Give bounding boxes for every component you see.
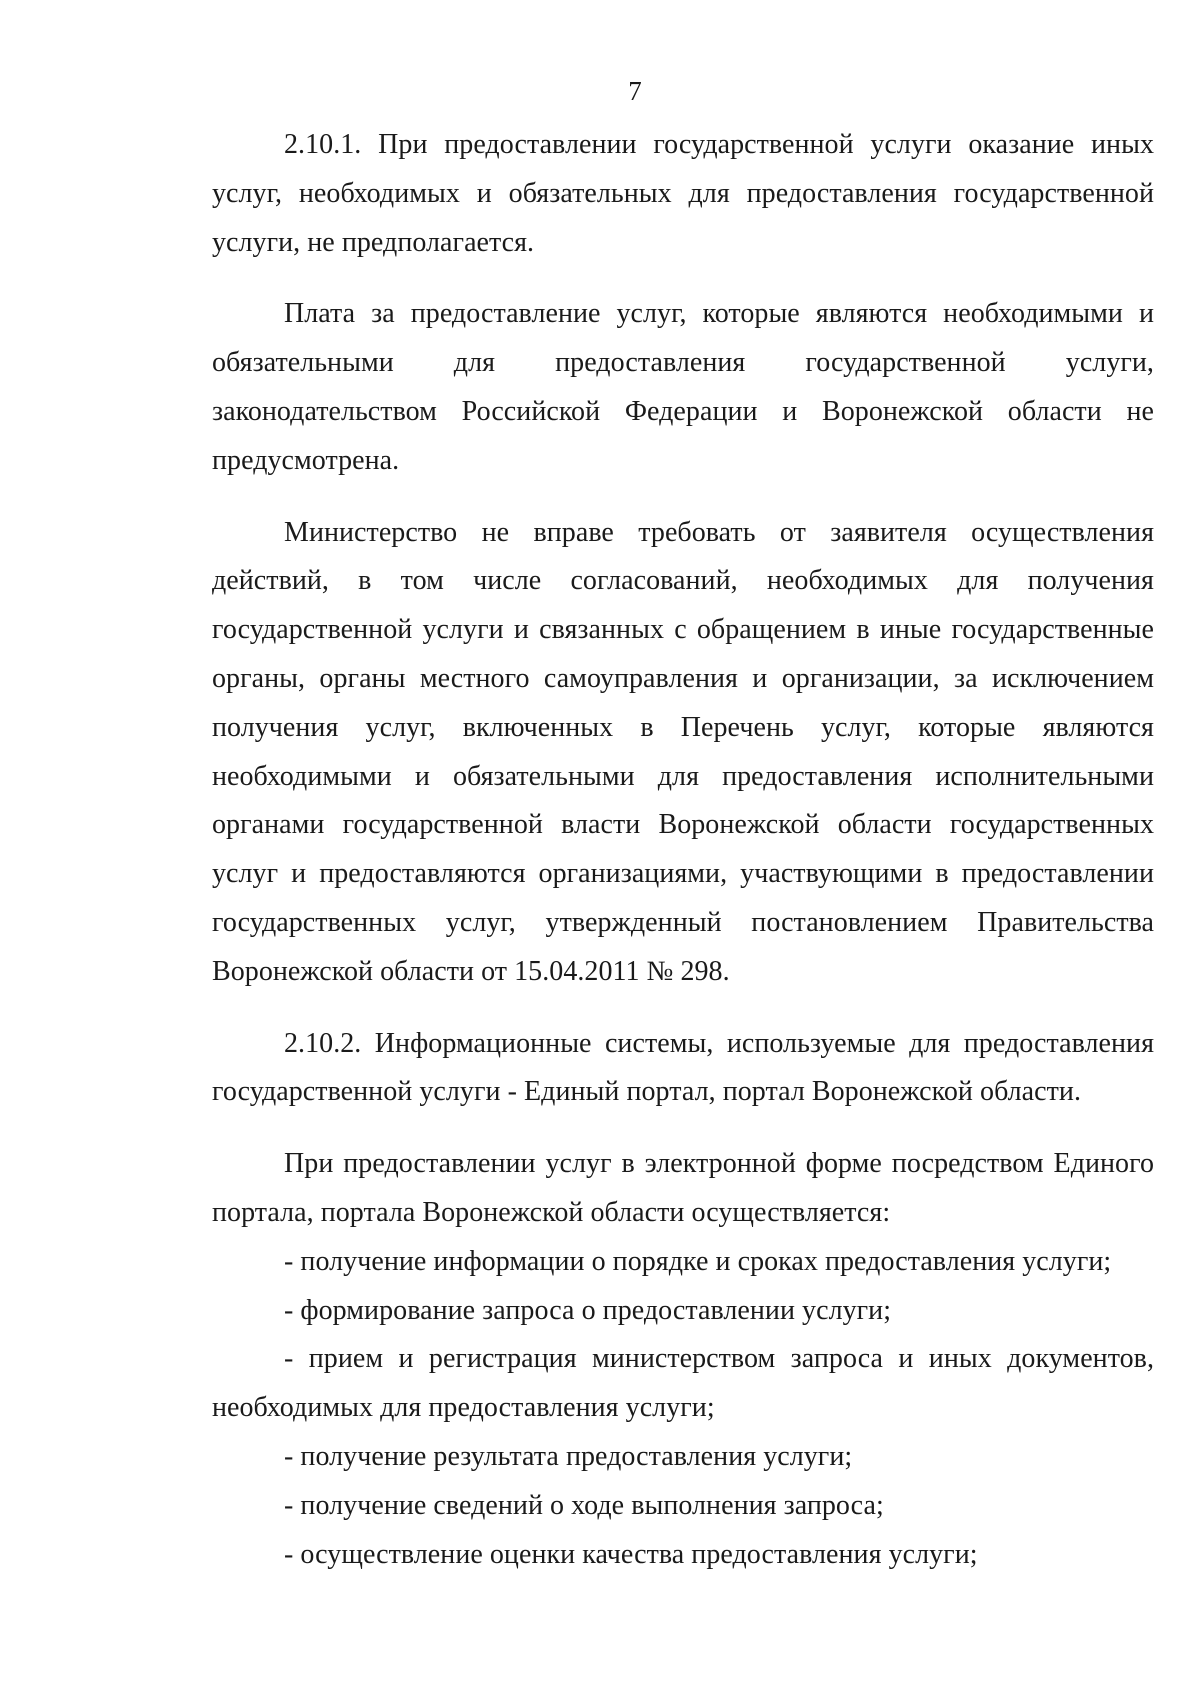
list-item: - получение сведений о ходе выполнения запроса; [284, 1489, 884, 1521]
document-body [212, 121, 1154, 1579]
paragraph-2-10-1: 2.10.1. При предоставлении государственной услуги оказание иных услуг, необходимых и обязательных для предоставления государственной услуги, не предполагается. [212, 129, 1154, 258]
list-item: - формирование запроса о предоставлении услуги; [284, 1294, 892, 1326]
list-item: - получение информации о порядке и сроках предоставления услуги; [284, 1245, 1112, 1277]
list-item: - прием и регистрация министерством запроса и иных документов, необходимых для предоставления услуги; [212, 1343, 1154, 1424]
page-number: 7 [628, 76, 642, 106]
list-item: - получение результата предоставления услуги; [284, 1440, 853, 1472]
list-item: - осуществление оценки качества предоставления услуги; [284, 1538, 978, 1570]
paragraph-2-10-2: 2.10.2. Информационные системы, используемые для предоставления государственной услуги - Единый портал, портал Воронежской области. [212, 1027, 1154, 1108]
paragraph-fee: Плата за предоставление услуг, которые являются необходимыми и обязательными для предоставления государственной услуги, законодательством Российской Федерации и Воронежской области не предусмотрена. [212, 298, 1154, 476]
paragraph-ministry-restrictions: Министерство не вправе требовать от заявителя осуществления действий, в том числе согласований, необходимых для получения государственной услуги и связанных с обращением в иные государственные органы, органы местного самоуправления и организации, за исключением получения услуг, включенных в Перечень услуг, которые являются необходимыми и обязательными для предоставления исполнительными органами государственной власти Воронежской области государственных услуг и предоставляются организациями, участвующими в предоставлении государственных услуг, утвержденный постановлением Правительства Воронежской области от 15.04.2011 № 298. [212, 516, 1154, 987]
paragraph-electronic-services: При предоставлении услуг в электронной форме посредством Единого портала, портала Воронежской области осуществляется: [212, 1148, 1154, 1228]
